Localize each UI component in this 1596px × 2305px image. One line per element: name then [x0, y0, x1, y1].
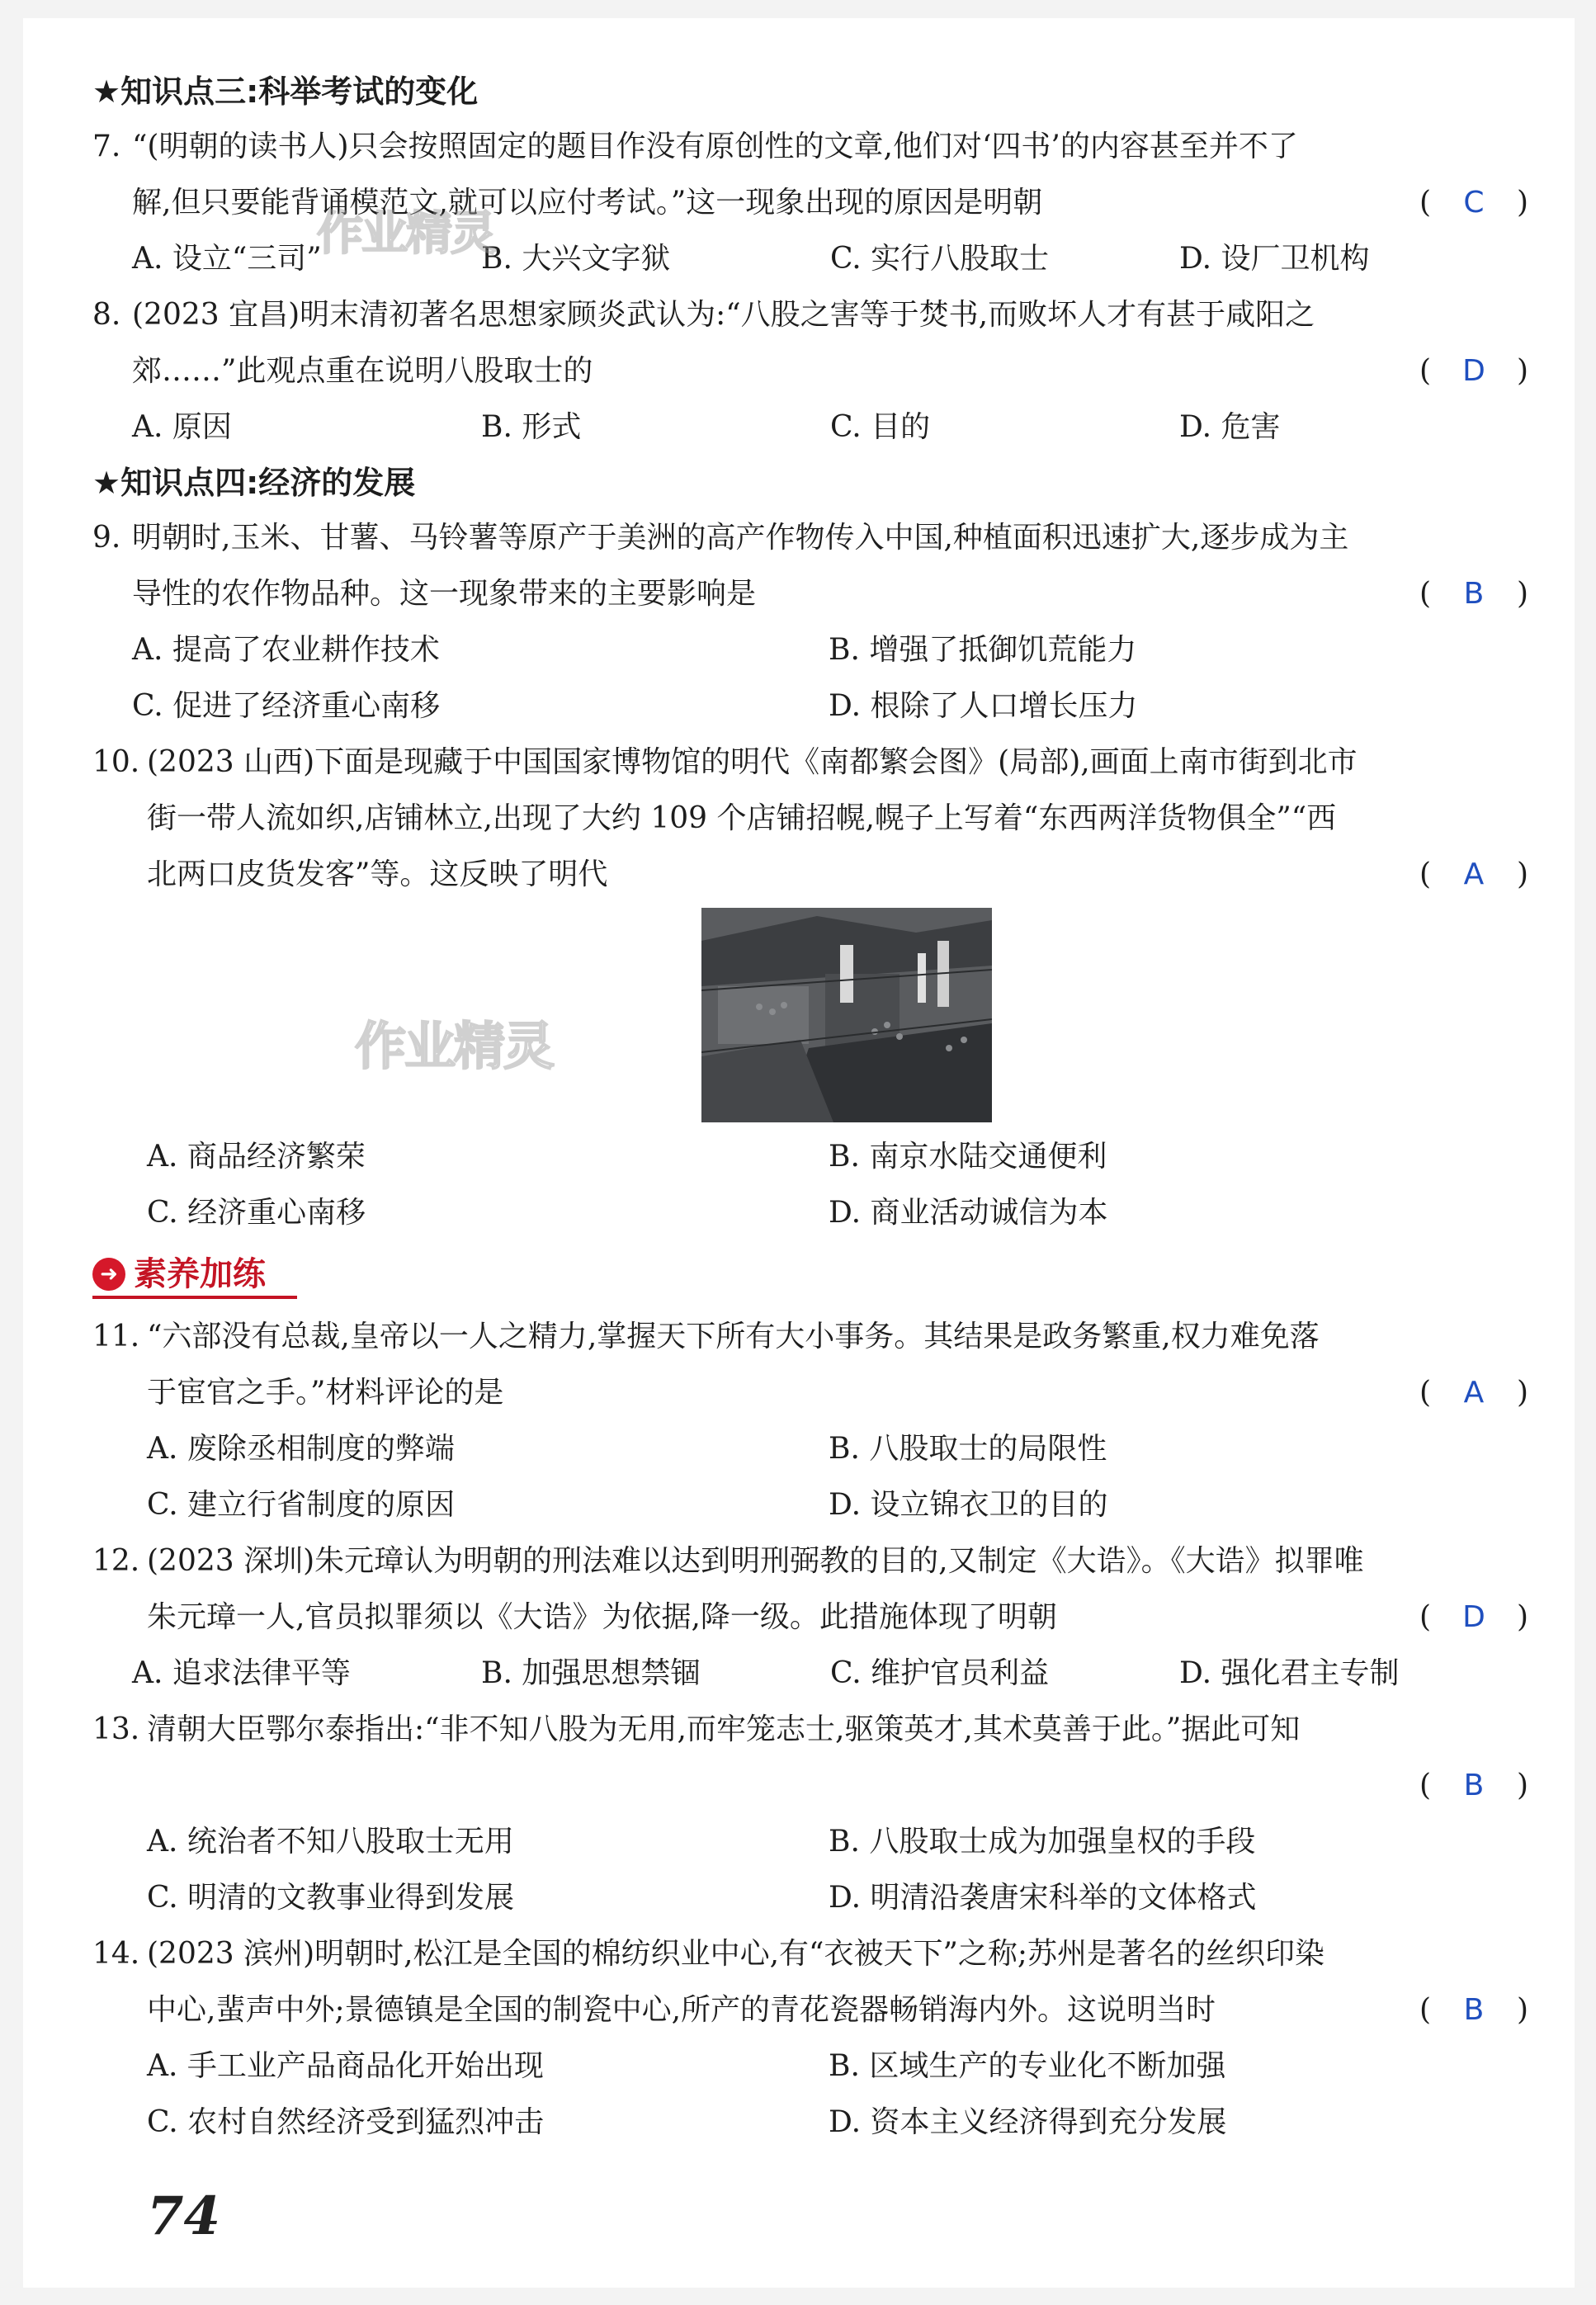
nandu-fanhui-painting-image [701, 908, 992, 1122]
q9-answer [1419, 566, 1528, 622]
q11-options-row-2 [92, 1477, 1528, 1533]
q9-line-1 [92, 510, 1528, 566]
q13-option-a: A. 统治者不知八股取士无用 [147, 1825, 514, 1859]
q14-options-row-1 [92, 2038, 1528, 2095]
q13-answer-line [92, 1758, 1528, 1814]
q14-text-2: 中心,蜚声中外;景德镇是全国的制瓷中心,所产的青花瓷器畅销海内外。这说明当时 [147, 1993, 1216, 2027]
q7-options [92, 207, 1528, 287]
bracket-open: ( [1419, 1769, 1432, 1802]
q9-options-row-2 [92, 678, 1528, 734]
q10-answer-letter: A [1463, 857, 1485, 891]
q12-options [92, 1646, 1528, 1702]
practice-section-header [92, 1245, 1528, 1304]
q8-option-a: A. 原因 [132, 410, 232, 444]
q13-options-row-1 [92, 1814, 1528, 1870]
q10-option-d: D. 商业活动诚信为本 [829, 1196, 1108, 1230]
q9-line-2 [92, 566, 1528, 622]
q7-option-c: C. 实行八股取士 [830, 242, 1050, 276]
q9-text-2: 导性的农作物品种。这一现象带来的主要影响是 [132, 577, 757, 611]
bracket-close: ) [1516, 1769, 1528, 1802]
practice-section-title: 素养加练 [134, 1255, 266, 1293]
q8-option-b: B. 形式 [481, 410, 582, 444]
bracket-open: ( [1419, 577, 1432, 611]
q7-text-2: 解,但只要能背诵模范文,就可以应付考试。”这一现象出现的原因是明朝 [132, 186, 1043, 220]
section-heading-3: ★知识点三:科举考试的变化 [92, 73, 479, 110]
bracket-open: ( [1419, 1376, 1432, 1410]
q13-line-1 [92, 1702, 1528, 1758]
q9-answer-letter: B [1463, 577, 1485, 611]
q14-line-2 [92, 1982, 1528, 2038]
worksheet-content [92, 64, 1528, 2151]
q14-text-1: (2023 滨州)明朝时,松江是全国的棉纺织业中心,有“衣被天下”之称;苏州是著名的丝织印染 [147, 1937, 1324, 1971]
q14-option-b: B. 区域生产的专业化不断加强 [829, 2049, 1226, 2083]
q10-line-3 [92, 847, 1528, 903]
q10-text-2: 街一带人流如织,店铺林立,出现了大约 109 个店铺招幌,幌子上写着“东西两洋货物俱全”“西 [147, 801, 1337, 835]
q12-option-a: A. 追求法律平等 [132, 1656, 351, 1690]
q12-option-d: D. 强化君主专制 [1179, 1656, 1400, 1690]
q13-answer [1419, 1758, 1528, 1814]
q13-options-row-2 [92, 1870, 1528, 1926]
q11-line-2 [92, 1365, 1528, 1421]
q9-number: 9. [92, 521, 121, 555]
q12-line-2 [92, 1589, 1528, 1646]
q10-answer [1419, 847, 1528, 903]
q7-line-1 [92, 119, 1528, 175]
bracket-close: ) [1516, 1600, 1528, 1634]
q7-answer-letter: C [1463, 186, 1485, 220]
bracket-close: ) [1516, 577, 1528, 611]
q7-text-1: “(明朝的读书人)只会按照固定的题目作没有原创性的文章,他们对‘四书’的内容甚至并不了 [132, 130, 1298, 163]
q8-line-1 [92, 287, 1528, 343]
q12-answer [1419, 1589, 1528, 1646]
arrow-right-icon: ➜ [92, 1258, 125, 1291]
q13-answer-letter: B [1463, 1769, 1485, 1802]
bracket-close: ) [1516, 354, 1528, 388]
watermark: 作业精灵 [317, 207, 495, 261]
q8-line-2 [92, 343, 1528, 399]
q7-option-b: B. 大兴文字狱 [481, 242, 671, 276]
q11-text-1: “六部没有总裁,皇帝以一人之精力,掌握天下所有大小事务。其结果是政务繁重,权力难免落 [147, 1320, 1320, 1353]
q14-answer-letter: B [1463, 1993, 1485, 2027]
watermark-2: 作业精灵 [355, 1016, 554, 1076]
q9-option-c: C. 促进了经济重心南移 [132, 689, 441, 723]
q9-option-a: A. 提高了农业耕作技术 [132, 633, 440, 667]
bracket-open: ( [1419, 857, 1432, 891]
bracket-close: ) [1516, 186, 1528, 220]
q11-text-2: 于宦官之手。”材料评论的是 [147, 1376, 504, 1410]
q8-text-2: 郊……”此观点重在说明八股取士的 [132, 354, 593, 388]
q9-text-1: 明朝时,玉米、甘薯、马铃薯等原产于美洲的高产作物传入中国,种植面积迅速扩大,逐步成为主 [132, 521, 1349, 555]
q10-option-a: A. 商品经济繁荣 [147, 1140, 366, 1174]
q8-answer [1419, 343, 1528, 399]
q12-text-1: (2023 深圳)朱元璋认为明朝的刑法难以达到明刑弼教的目的,又制定《大诰》。《大诰》拟罪唯 [147, 1544, 1364, 1578]
q8-text-1: (2023 宜昌)明末清初著名思想家顾炎武认为:“八股之害等于焚书,而败坏人才有甚于咸阳之 [132, 298, 1315, 332]
q10-text-3: 北两口皮货发客”等。这反映了明代 [147, 857, 608, 891]
q8-option-d: D. 危害 [1179, 410, 1281, 444]
q10-option-b: B. 南京水陆交通便利 [829, 1140, 1107, 1174]
q10-line-2 [92, 791, 1528, 847]
section-underline [92, 1296, 297, 1299]
bracket-close: ) [1516, 1993, 1528, 2027]
q7-option-d: D. 设厂卫机构 [1179, 242, 1370, 276]
bracket-open: ( [1419, 354, 1432, 388]
q14-line-1 [92, 1926, 1528, 1982]
q14-number: 14. [92, 1937, 140, 1971]
q12-text-2: 朱元璋一人,官员拟罪须以《大诰》为依据,降一级。此措施体现了明朝 [147, 1600, 1057, 1634]
q8-options [92, 399, 1528, 456]
q13-number: 13. [92, 1712, 140, 1746]
q10-number: 10. [92, 745, 140, 779]
q8-answer-letter: D [1462, 354, 1485, 388]
q10-line-1 [92, 734, 1528, 791]
q14-options-row-2 [92, 2095, 1528, 2151]
q14-answer [1419, 1982, 1528, 2038]
q9-options-row-1 [92, 622, 1528, 678]
q11-number: 11. [92, 1320, 140, 1353]
q11-option-b: B. 八股取士的局限性 [829, 1432, 1107, 1466]
q11-option-a: A. 废除丞相制度的弊端 [147, 1432, 455, 1466]
section-heading-4: ★知识点四:经济的发展 [92, 465, 416, 501]
q9-option-d: D. 根除了人口增长压力 [829, 689, 1138, 723]
q14-option-a: A. 手工业产品商品化开始出现 [147, 2049, 544, 2083]
bracket-close: ) [1516, 1376, 1528, 1410]
q12-option-c: C. 维护官员利益 [830, 1656, 1050, 1690]
bracket-close: ) [1516, 857, 1528, 891]
q11-option-c: C. 建立行省制度的原因 [147, 1488, 456, 1522]
q11-answer [1419, 1365, 1528, 1421]
q12-number: 12. [92, 1544, 140, 1578]
q9-option-b: B. 增强了抵御饥荒能力 [829, 633, 1137, 667]
q11-line-1 [92, 1309, 1528, 1365]
page-number: 74 [147, 2185, 221, 2247]
q12-answer-letter: D [1462, 1600, 1485, 1634]
q8-number: 8. [92, 298, 121, 332]
bracket-open: ( [1419, 1600, 1432, 1634]
painting-illustration [701, 908, 992, 1122]
q10-figure-row [92, 908, 1528, 1122]
q13-option-b: B. 八股取士成为加强皇权的手段 [829, 1825, 1256, 1859]
q7-answer [1419, 175, 1528, 231]
q10-options-row-2 [92, 1185, 1528, 1241]
q10-options-row-1 [92, 1129, 1528, 1185]
q7-number: 7. [92, 130, 121, 163]
q7-line-2 [92, 175, 1528, 231]
q11-option-d: D. 设立锦衣卫的目的 [829, 1488, 1108, 1522]
bracket-open: ( [1419, 1993, 1432, 2027]
q10-option-c: C. 经济重心南移 [147, 1196, 366, 1230]
q10-text-1: (2023 山西)下面是现藏于中国国家博物馆的明代《南都繁会图》(局部),画面上南市街到北市 [147, 745, 1358, 779]
bracket-open: ( [1419, 186, 1432, 220]
q11-answer-letter: A [1463, 1376, 1485, 1410]
q7-option-a: A. 设立“三司” [132, 242, 322, 276]
q11-options-row-1 [92, 1421, 1528, 1477]
q13-text-1: 清朝大臣鄂尔泰指出:“非不知八股为无用,而牢笼志士,驱策英才,其术莫善于此。”据此可知 [147, 1712, 1301, 1746]
q13-option-c: C. 明清的文教事业得到发展 [147, 1881, 515, 1915]
q13-option-d: D. 明清沿袭唐宋科举的文体格式 [829, 1881, 1257, 1915]
q8-option-c: C. 目的 [830, 410, 931, 444]
q14-option-c: C. 农村自然经济受到猛烈冲击 [147, 2105, 545, 2139]
q12-line-1 [92, 1533, 1528, 1589]
q12-option-b: B. 加强思想禁锢 [481, 1656, 701, 1690]
q14-option-d: D. 资本主义经济得到充分发展 [829, 2105, 1227, 2139]
